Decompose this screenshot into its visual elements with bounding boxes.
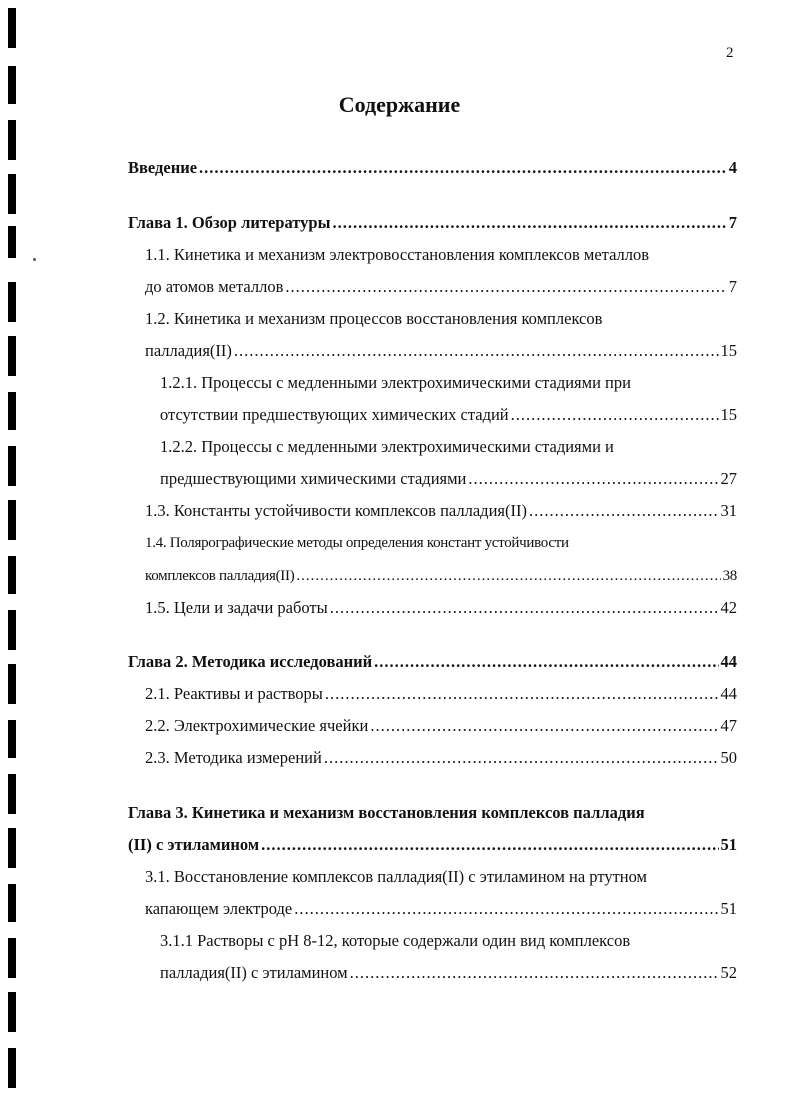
toc-page-number: 7 xyxy=(728,277,737,296)
toc-entry-intro[interactable] xyxy=(128,158,737,178)
toc-entry-text: Глава 2. Методика исследований xyxy=(128,652,373,671)
toc-entry-1-2-2[interactable] xyxy=(160,469,737,489)
toc-page-number: 15 xyxy=(720,405,737,424)
toc-entry-1-1[interactable] xyxy=(145,277,737,297)
dot-leader xyxy=(324,748,719,768)
toc-entry-1-3[interactable] xyxy=(145,501,737,521)
toc-page-number: 50 xyxy=(720,748,737,767)
dot-leader xyxy=(199,158,727,178)
toc-page-number: 27 xyxy=(720,469,737,488)
dot-leader xyxy=(370,716,718,736)
toc-page-number: 42 xyxy=(720,598,737,617)
dot-leader xyxy=(511,405,719,425)
toc-entry-1-2[interactable] xyxy=(145,341,737,361)
dot-leader xyxy=(261,835,718,855)
toc-entry-text: 2.2. Электрохимические ячейки xyxy=(145,716,369,735)
toc-entry-2-2[interactable] xyxy=(145,716,737,736)
toc-entry-text: капающем электроде xyxy=(145,899,293,918)
dot-leader xyxy=(234,341,719,361)
toc-page-number: 44 xyxy=(720,652,737,671)
toc-entry-3-1[interactable] xyxy=(145,899,737,919)
toc-entry-text: 1.3. Константы устойчивости комплексов палладия(II) xyxy=(145,501,527,520)
toc-entry-text: Введение xyxy=(128,158,198,177)
toc-page-number: 15 xyxy=(720,341,737,360)
toc-entry-text: отсутствии предшествующих химических стадий xyxy=(160,405,509,424)
toc-entry-text: 2.1. Реактивы и растворы xyxy=(145,684,323,703)
toc-entry-1-1-line-1[interactable]: 1.1. Кинетика и механизм электровосстановления комплексов металлов xyxy=(145,245,650,264)
toc-entry-1-2-1-line-1[interactable]: 1.2.1. Процессы с медленными электрохимическими стадиями при xyxy=(160,373,631,392)
page-title: Содержание xyxy=(338,92,461,117)
toc-page-number: 4 xyxy=(728,158,737,177)
toc-page-number: 38 xyxy=(722,568,737,584)
toc-entry-chapter-3[interactable] xyxy=(128,835,737,855)
toc-page-number: 52 xyxy=(720,963,737,982)
toc-page-number: 51 xyxy=(720,899,737,918)
dot-leader xyxy=(350,963,719,983)
toc-entry-text: палладия(II) xyxy=(145,341,232,360)
dot-leader xyxy=(374,652,718,672)
toc-entry-1-2-1[interactable] xyxy=(160,405,737,425)
toc-page-number: 7 xyxy=(728,213,737,232)
toc-entry-1-2-2-line-1[interactable]: 1.2.2. Процессы с медленными электрохимическими стадиями и xyxy=(160,437,614,456)
toc-entry-3-1-line-1[interactable]: 3.1. Восстановление комплексов палладия(II) с этиламином на ртутном xyxy=(145,867,647,886)
toc-page-number: 51 xyxy=(720,835,737,854)
toc-entry-1-2-line-1[interactable]: 1.2. Кинетика и механизм процессов восстановления комплексов xyxy=(145,309,603,328)
dot-leader xyxy=(529,501,719,521)
toc-entry-3-1-1[interactable] xyxy=(160,963,737,983)
toc-entry-1-5[interactable] xyxy=(145,598,737,618)
toc-entry-text: до атомов металлов xyxy=(145,277,284,296)
dot-leader xyxy=(285,277,726,297)
toc-entry-chapter-1[interactable] xyxy=(128,213,737,233)
dot-leader xyxy=(296,566,720,586)
page-number: 2 xyxy=(726,45,734,61)
dot-leader xyxy=(330,598,719,618)
scan-edge-marks xyxy=(0,0,40,1112)
dot-leader xyxy=(294,899,718,919)
toc-entry-3-1-1-line-1[interactable]: 3.1.1 Растворы с pH 8-12, которые содержали один вид комплексов xyxy=(160,931,631,950)
toc-page-number: 47 xyxy=(720,716,737,735)
toc-entry-2-1[interactable] xyxy=(145,684,737,704)
toc-entry-text: (II) с этиламином xyxy=(128,835,260,854)
toc-page-number: 31 xyxy=(720,501,737,520)
dot-leader xyxy=(325,684,719,704)
dot-leader xyxy=(468,469,718,489)
toc-entry-text: Глава 1. Обзор литературы xyxy=(128,213,331,232)
toc-entry-1-4-line-1[interactable]: 1.4. Полярографические методы определения констант устойчивости xyxy=(145,535,569,551)
toc-entry-chapter-3-line-1[interactable]: Глава 3. Кинетика и механизм восстановления комплексов палладия xyxy=(128,803,645,822)
toc-page-number: 44 xyxy=(720,684,737,703)
toc-entry-2-3[interactable] xyxy=(145,748,737,768)
toc-entry-text: 1.5. Цели и задачи работы xyxy=(145,598,328,617)
toc-entry-text: комплексов палладия(II) xyxy=(145,568,295,584)
dot-leader xyxy=(333,213,727,233)
toc-entry-text: палладия(II) с этиламином xyxy=(160,963,348,982)
toc-entry-chapter-2[interactable] xyxy=(128,652,737,672)
toc-entry-text: предшествующими химическими стадиями xyxy=(160,469,467,488)
toc-entry-text: 2.3. Методика измерений xyxy=(145,748,322,767)
toc-entry-1-4[interactable] xyxy=(145,566,737,586)
